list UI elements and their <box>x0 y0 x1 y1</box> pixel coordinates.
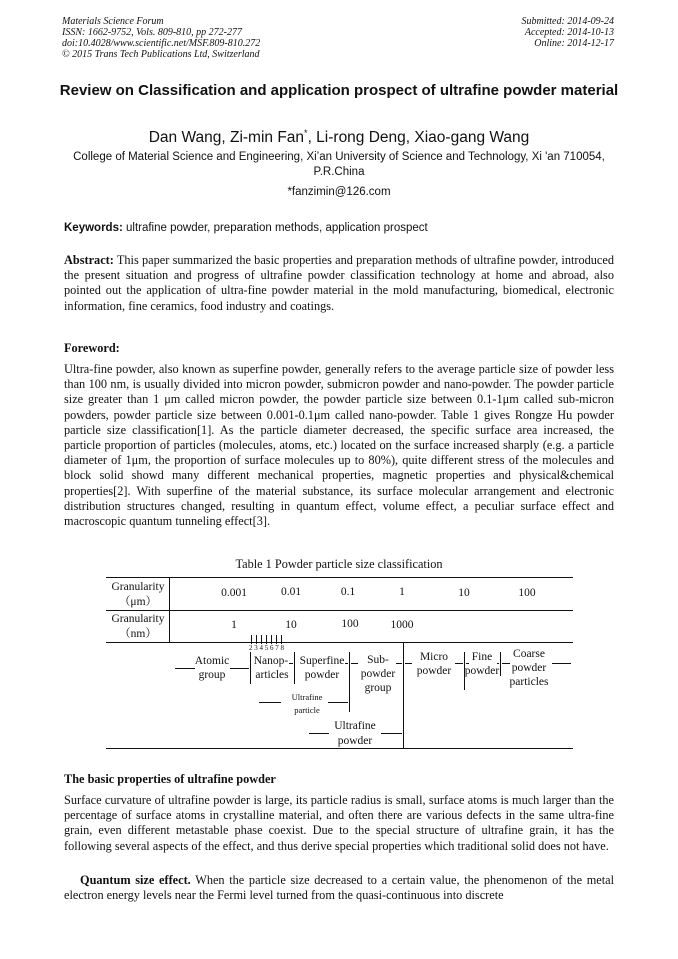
quantum-size-effect <box>64 873 614 903</box>
table-caption: Table 1 Powder particle size classification <box>235 557 443 571</box>
nm-tick-10: 10 <box>285 619 297 631</box>
basic-properties-heading: The basic properties of ultrafine powder <box>64 772 276 786</box>
cat-nano-1: Nanop- <box>253 655 289 667</box>
small-tick-labels: 2 3 4 5 6 7 8 <box>249 644 284 652</box>
cat-superfine-1: Superfine <box>299 655 345 667</box>
cat-coarse-2: powder <box>511 662 547 674</box>
ultrafine-particle-2: particle <box>294 705 320 715</box>
small-tick-marks <box>252 635 282 644</box>
row-label-um-2: （μm） <box>118 596 158 608</box>
cat-superfine-2: powder <box>304 669 340 681</box>
um-tick-0.1: 0.1 <box>340 586 356 598</box>
journal-name: Materials Science Forum <box>62 16 164 27</box>
cat-atomic-2: group <box>198 669 226 681</box>
accepted-date: Accepted: 2014-10-13 <box>524 27 614 38</box>
row-label-nm-2: （nm） <box>119 628 157 640</box>
row-label-nm-1: Granularity <box>111 613 165 625</box>
cat-coarse-3: particles <box>509 676 549 688</box>
corresponding-email[interactable]: *fanzimin@126.com <box>287 186 391 198</box>
cat-micro-1: Micro <box>419 651 449 663</box>
nm-tick-1: 1 <box>231 619 237 631</box>
ultrafine-particle-1: Ultrafine <box>291 692 323 702</box>
abstract-text: This paper summarized the basic properties and preparation methods of ultrafine powder, introduced the present situation and progress of ultrafine powder classification technology at home and abroad, also pointed out the application of ultra-fine powder material in the mold manufacturing, biomedical, electronic information, fine ceramics, food industry and coatings. <box>64 253 614 313</box>
abstract-label: Abstract: <box>64 253 114 267</box>
journal-issn[interactable]: ISSN: 1662-9752, Vols. 809-810, pp 272-277 <box>62 27 242 38</box>
authors-part2: , Li-rong Deng, Xiao-gang Wang <box>307 129 530 147</box>
um-tick-0.01: 0.01 <box>280 586 302 598</box>
cat-nano-2: articles <box>255 669 289 681</box>
cat-subpowder-2: powder <box>360 668 396 680</box>
cat-fine-1: Fine <box>471 651 493 663</box>
cat-fine-2: powder <box>464 665 500 677</box>
authors-part1: Dan Wang, Zi-min Fan <box>148 129 305 147</box>
journal-doi[interactable]: doi:10.4028/www.scientific.net/MSF.809-810.272 <box>62 38 261 49</box>
paper-title: Review on Classification and application prospect of ultrafine powder material <box>59 82 619 99</box>
um-tick-10: 10 <box>458 587 470 599</box>
cat-atomic-1: Atomic <box>194 655 230 667</box>
foreword-heading: Foreword: <box>64 341 120 355</box>
submitted-date: Submitted: 2014-09-24 <box>521 16 614 27</box>
row-label-um-1: Granularity <box>111 581 165 593</box>
corresponding-marker: * <box>304 128 308 138</box>
nm-tick-100: 100 <box>341 618 359 630</box>
cat-coarse-1: Coarse <box>513 648 545 660</box>
affiliation: College of Material Science and Engineering, Xi’an University of Science and Technology, Xi 'an 710054, P.R.China <box>73 151 605 178</box>
foreword-text: Ultra-fine powder, also known as superfine powder, generally refers to the average particle size of powder less than 100 nm, is usually divided into micron powder, submicron powder and nano-powder. The powder particle size greater than 1 μm called micron powder, the powder particle size between 0.1-1μm called sub-micron powders, powder particle size between 0.001-0.1μm called nano-powder. Table 1 gives Rongze Hu powder particle size classification[1]. As the particle diameter decreased, the specific surface area increased, the particle proportion of particles (molecules, atoms, etc.) located on the surface increased sharply (e.g. a particle diameter of 1μm, the proportion of surface molecules up to 80%), quite different stress of the molecules and block solid showd many different mechanical properties, magnetic properties and physical&chemical properties[2]. With superfine of the material substance, its surface molecular arrangement and electronic distribution structures changed, resulting in quantum effect, volume effect, a peculiar surface effect and macroscopic quantum tunneling effect[3]. <box>64 362 614 529</box>
keywords-text: ultrafine powder, preparation methods, application prospect <box>122 222 428 234</box>
basic-properties-text: Surface curvature of ultrafine powder is large, its particle radius is small, surface atoms is much larger than the percentage of surface atoms in crystalline material, and often there are various defects in the same ultra-fine grain, even different metastable phase coexist. Due to the special structure of ultrafine grain, it has the following several aspects of the effect, and thus derive special properties which traditional solid does not have. <box>64 793 614 853</box>
keywords-label: Keywords: <box>64 222 123 234</box>
ultrafine-powder-2: powder <box>337 735 373 747</box>
cat-subpowder-1: Sub- <box>367 654 389 666</box>
nm-tick-1000: 1000 <box>390 619 414 631</box>
quantum-label: Quantum size effect. <box>80 873 191 887</box>
cat-micro-2: powder <box>416 665 452 677</box>
cat-subpowder-3: group <box>364 682 392 694</box>
online-date: Online: 2014-12-17 <box>534 38 614 49</box>
ultrafine-powder-1: Ultrafine <box>334 720 376 732</box>
um-tick-0.001: 0.001 <box>221 587 247 599</box>
um-tick-1: 1 <box>399 586 405 598</box>
journal-copyright: © 2015 Trans Tech Publications Ltd, Switzerland <box>62 49 260 60</box>
quantum-text: When the particle size decreased to a certain value, the phenomenon of the metal electron energy levels near the Fermi level turned from the quasi-continuous into discrete <box>64 873 615 903</box>
um-tick-100: 100 <box>518 587 536 599</box>
